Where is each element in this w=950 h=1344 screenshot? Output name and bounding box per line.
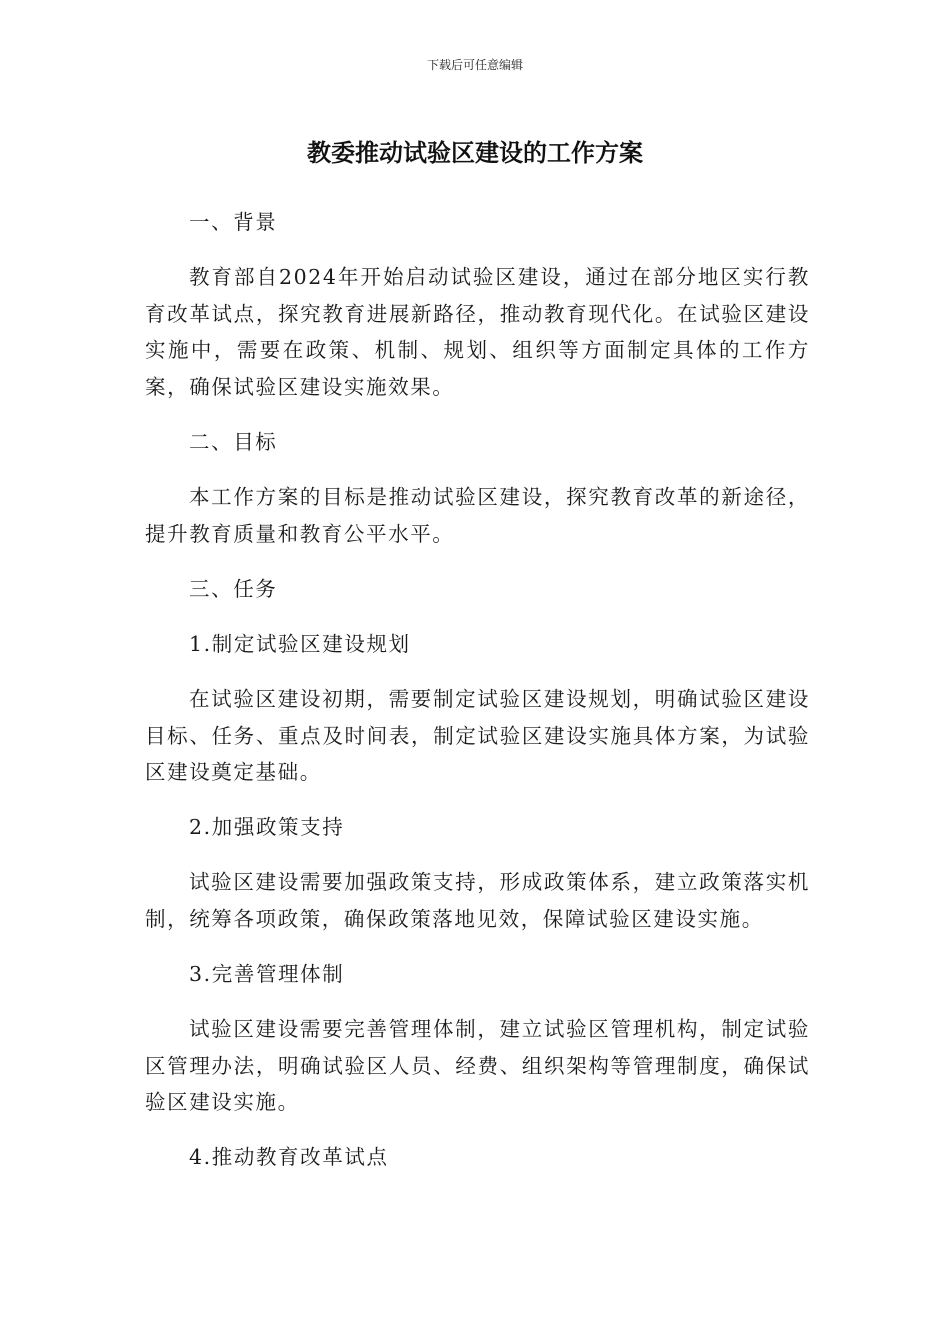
document-body [145,204,810,1194]
task2-paragraph: 试验区建设需要加强政策支持，形成政策体系，建立政策落实机制，统筹各项政策，确保政策落地见效，保障试验区建设实施。 [145,870,810,931]
background-heading: 一、背景 [189,210,278,234]
task3-heading: 3.完善管理体制 [189,961,345,986]
task4-heading: 4.推动教育改革试点 [189,1145,389,1170]
background-paragraph: 教育部自2024年开始启动试验区建设，通过在部分地区实行教育改革试点，探究教育进展新路径，推动教育现代化。在试验区建设实施中，需要在政策、机制、规划、组织等方面制定具体的工作方案，确保试验区建设实施效果。 [145,265,810,400]
task3-paragraph: 试验区建设需要完善管理体制，建立试验区管理机构，制定试验区管理办法，明确试验区人员、经费、组织架构等管理制度，确保试验区建设实施。 [145,1016,810,1115]
document-title: 教委推动试验区建设的工作方案 [307,139,643,167]
tasks-heading: 三、任务 [189,576,278,601]
goal-heading: 二、目标 [189,430,278,455]
header-note: 下载后可任意编辑 [426,58,523,72]
task2-heading: 2.加强政策支持 [189,815,345,840]
goal-paragraph: 本工作方案的目标是推动试验区建设，探究教育改革的新途径，提升教育质量和教育公平水平。 [145,485,810,546]
task1-heading: 1.制定试验区建设规划 [189,631,411,656]
task1-paragraph: 在试验区建设初期，需要制定试验区建设规划，明确试验区建设目标、任务、重点及时间表，制定试验区建设实施具体方案，为试验区建设奠定基础。 [145,686,810,785]
